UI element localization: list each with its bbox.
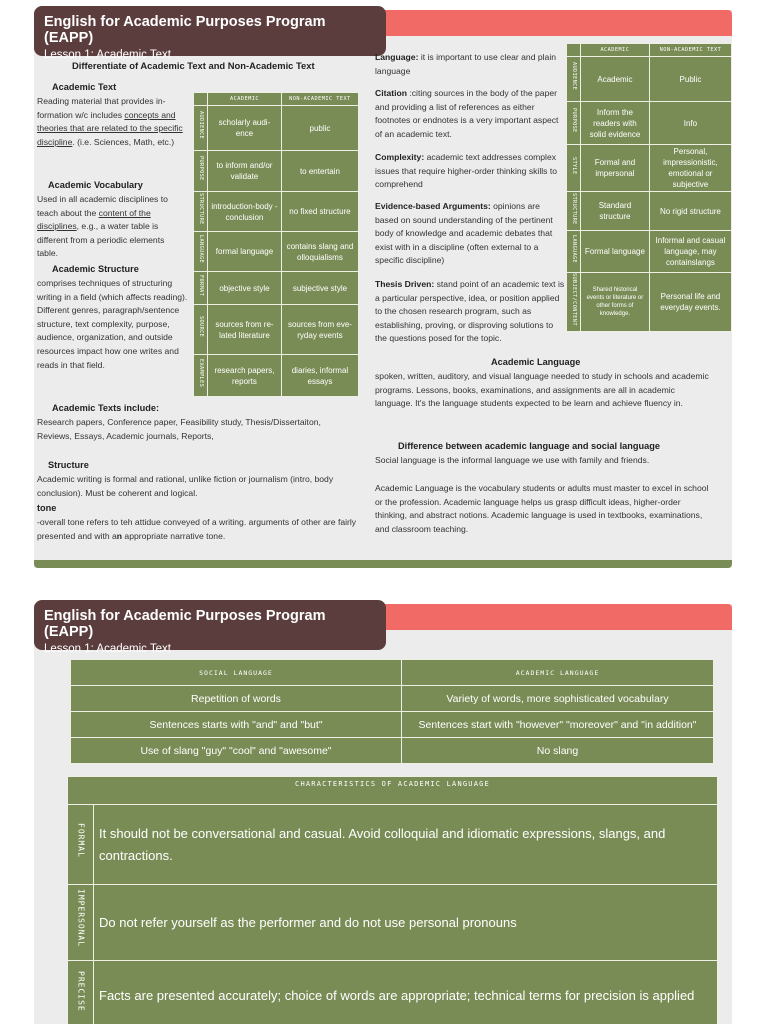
row-label-text: STYLE — [571, 156, 577, 175]
table-cell: research papers, reports — [208, 355, 282, 397]
table-cell: Standard structure — [581, 192, 650, 231]
difference-body-academic: Academic Language is the vocabulary students or adults must master to excel in school or the profession. Academic language helps us grasp difficult ideas, higher-order thinking, and abstract notions. Academic language is used in textbooks, examinations, and classroom teaching. — [375, 483, 709, 534]
table-header-non-academic: NON-ACADEMIC TEXT — [281, 93, 358, 106]
row-label — [194, 151, 208, 192]
table-cell: Formal and impersonal — [581, 145, 650, 192]
row-label-text: PURPOSE — [571, 108, 577, 133]
tone-title: tone — [37, 503, 57, 513]
row-label-text: FORMAT — [198, 274, 204, 297]
tone-body-bold: n — [116, 530, 123, 541]
row-label — [194, 305, 208, 355]
table-cell: public — [281, 106, 358, 151]
academic-text-body-2: . (i.e. Sciences, Math, etc.) — [72, 136, 175, 147]
academic-vocabulary-link: content of the disciplines — [37, 207, 151, 232]
row-label — [194, 355, 208, 397]
row-label-text: AUDIENCE — [198, 111, 204, 140]
page-1-heading: Differentiate of Academic Text and Non-Academic Text — [72, 60, 315, 71]
page-1-bottom-bar — [34, 560, 732, 568]
table-cell: scholarly audi-ence — [208, 106, 282, 151]
table-cell: subjective style — [281, 272, 358, 305]
row-label — [567, 231, 581, 273]
row-label — [567, 102, 581, 145]
table-cell: It should not be conversational and casual. Avoid colloquial and idiomatic expressions, slangs, and contractions. — [94, 805, 718, 885]
table-cell: sources from eve-ryday events — [281, 305, 358, 355]
lesson-title: Lesson 1: Academic Text — [44, 643, 171, 655]
structure-body: Academic writing is formal and rational, unlike fiction or journalism (intro, body conclusion). Must be coherent and logical. — [37, 474, 334, 498]
table-cell: Shared historical events or literature or other forms of knowledge. — [581, 273, 650, 332]
academic-language-body: spoken, written, auditory, and visual language needed to study in schools and academic programs. Lessons, books, examinations, and assignments are all in academic language. It's the language students expected to be learn and achieve fluency in. — [375, 371, 709, 409]
row-label — [194, 232, 208, 272]
difference-body-social: Social language is the informal language we use with family and friends. — [375, 455, 650, 465]
table-header-row — [71, 660, 714, 686]
page-1-header — [34, 6, 386, 61]
table-header-social: SOCIAL LANGUAGE — [71, 660, 402, 686]
tone-body — [37, 516, 359, 543]
row-label-text: PRECISE — [76, 970, 86, 1012]
academic-vocabulary-body-1: Used in all academic disciplines to teach about the — [37, 194, 168, 218]
table-header-academic: ACADEMIC LANGUAGE — [402, 660, 714, 686]
table-cell: Facts are presented accurately; choice of words are appropriate; technical terms for precision is applied — [94, 961, 718, 1024]
table-header-row — [68, 777, 718, 805]
table-row — [194, 355, 359, 397]
row-label-text: FORMAL — [76, 822, 86, 858]
complexity-body: academic text addresses complex issues that require higher-order thinking skills to comprehend — [375, 152, 557, 190]
table-cell: sources from re-lated literature — [208, 305, 282, 355]
row-label — [68, 885, 94, 961]
table-cell: contains slang and olloquialisms — [281, 232, 358, 272]
table-corner — [194, 93, 208, 106]
academic-vocabulary-body — [37, 193, 186, 261]
citation-label: Citation — [375, 88, 407, 98]
row-label-text: EXAMPLES — [198, 358, 204, 388]
table-cell: Formal language — [581, 231, 650, 273]
table-row — [567, 145, 732, 192]
program-title: English for Academic Purposes Program (EAPP) — [44, 14, 326, 46]
citation-point — [375, 87, 563, 141]
table-cell: introduction-body -conclusion — [208, 192, 282, 232]
table-header-non-academic: NON-ACADEMIC TEXT — [649, 44, 731, 57]
table-header-academic: ACADEMIC — [581, 44, 650, 57]
table-header-row — [567, 44, 732, 57]
citation-body: :citing sources in the body of the paper and providing a list of references as either footnotes or endnotes is a very important aspect of an academic text. — [375, 88, 559, 139]
table-cell: to entertain — [281, 151, 358, 192]
table-cell: Personal life and everyday events. — [649, 273, 731, 332]
table-cell: Inform the readers with solid evidence — [581, 102, 650, 145]
academic-text-body-1: Reading material that provides in-formation w/c includes — [37, 96, 166, 120]
table-cell: Public — [649, 57, 731, 102]
row-label — [567, 273, 581, 332]
table-row — [68, 885, 718, 961]
row-label-text: STRUCTURE — [571, 192, 577, 225]
academic-text-link: concepts and theories that are related to the specific discipline — [37, 109, 183, 147]
academic-vs-non-academic-table — [193, 92, 359, 397]
table-cell: Sentences starts with "and" and "but" — [71, 712, 402, 738]
table-cell: Info — [649, 102, 731, 145]
table-cell: No rigid structure — [649, 192, 731, 231]
academic-language-title: Academic Language — [491, 357, 581, 367]
table-header-academic: ACADEMIC — [208, 93, 282, 106]
characteristics-table — [67, 776, 718, 1024]
table-corner — [567, 44, 581, 57]
lesson-title: Lesson 1: Academic Text — [44, 49, 171, 61]
program-title: English for Academic Purposes Program (EAPP) — [44, 608, 326, 640]
tone-body-2: appropriate narrative tone. — [122, 530, 226, 541]
table-row — [567, 57, 732, 102]
row-label-text: SUBJECT/CONTENT — [571, 273, 577, 326]
table-row — [567, 231, 732, 273]
row-label-text: IMPERSONAL — [76, 888, 86, 948]
row-label — [194, 272, 208, 305]
language-point — [375, 51, 563, 78]
academic-vs-public-table — [566, 43, 732, 332]
row-label — [68, 961, 94, 1024]
social-vs-academic-language-table — [70, 659, 714, 764]
table-cell: Sentences start with "however" "moreover" and "in addition" — [402, 712, 714, 738]
tone-body-1: -overall tone refers to teh attidue conveyed of a writing. arguments of other are fairly presented and with a — [37, 517, 357, 541]
characteristics-title: CHARACTERISTICS OF ACADEMIC LANGUAGE — [68, 777, 718, 805]
table-row — [194, 272, 359, 305]
row-label — [567, 57, 581, 102]
academic-vocabulary-title: Academic Vocabulary — [48, 180, 143, 190]
table-cell: No slang — [402, 738, 714, 764]
complexity-point — [375, 151, 563, 192]
table-cell: to inform and/or validate — [208, 151, 282, 192]
table-row — [567, 102, 732, 145]
table-row — [71, 738, 714, 764]
evidence-body: opinions are based on sound understanding of the pertinent body of knowledge and academic debates that exist with in a discipline (often external to a specific discipline) — [375, 201, 553, 266]
evidence-point — [375, 200, 563, 268]
table-cell: Do not refer yourself as the performer and do not use personal pronouns — [94, 885, 718, 961]
table-row — [68, 805, 718, 885]
table-row — [194, 232, 359, 272]
structure-title: Structure — [48, 460, 89, 470]
table-cell: formal language — [208, 232, 282, 272]
academic-text-body — [37, 95, 186, 149]
texts-include-body: Research papers, Conference paper, Feasibility study, Thesis/Dissertaiton, Reviews, Essays, Academic journals, Reports, — [37, 417, 321, 441]
row-label-text: SOURCE — [198, 316, 204, 338]
table-row — [194, 151, 359, 192]
table-cell: Personal, impressionistic, emotional or subjective — [649, 145, 731, 192]
thesis-point — [375, 278, 567, 346]
table-cell: objective style — [208, 272, 282, 305]
academic-text-title: Academic Text — [52, 82, 117, 92]
table-row — [194, 192, 359, 232]
row-label — [68, 805, 94, 885]
table-row — [71, 686, 714, 712]
row-label — [567, 145, 581, 192]
academic-vocabulary-body-2: , e.g., a water table is different from a periodic elements table. — [37, 221, 165, 259]
table-cell: Variety of words, more sophisticated vocabulary — [402, 686, 714, 712]
table-cell: Use of slang "guy" "cool" and "awesome" — [71, 738, 402, 764]
table-row — [194, 106, 359, 151]
table-row — [71, 712, 714, 738]
table-row — [194, 305, 359, 355]
thesis-body: stand point of an academic text is a particular perspective, idea, or position applied to the chosen research program, such as establishing, proving, or disproving solutions to the questions posed for the topic. — [375, 279, 565, 344]
row-label-text: LANGUAGE — [198, 234, 204, 264]
row-label — [194, 106, 208, 151]
table-cell: diaries, informal essays — [281, 355, 358, 397]
row-label-text: PURPOSE — [198, 156, 204, 181]
thesis-label: Thesis Driven: — [375, 279, 435, 289]
texts-include-title: Academic Texts include: — [52, 403, 160, 413]
complexity-label: Complexity: — [375, 152, 425, 162]
row-label-text: LANGUAGE — [571, 234, 577, 264]
table-row — [567, 192, 732, 231]
row-label-text: STRUCTURE — [198, 193, 204, 225]
language-body: it is important to use clear and plain language — [375, 52, 557, 76]
table-row — [567, 273, 732, 332]
table-cell: Academic — [581, 57, 650, 102]
table-row — [68, 961, 718, 1024]
table-cell: Informal and casual language, may containslangs — [649, 231, 731, 273]
row-label — [194, 192, 208, 232]
table-cell: no fixed structure — [281, 192, 358, 232]
row-label — [567, 192, 581, 231]
row-label-text: AUDIENCE — [571, 62, 577, 91]
academic-structure-title: Academic Structure — [52, 264, 139, 274]
academic-structure-body: comprises techniques of structuring writing in a field (which affects reading). Different genres, paragraph/sentence structure, text complexity, purpose, audience, organization, and outside resources impact how one writes and reads in that field. — [37, 278, 188, 370]
table-header-row — [194, 93, 359, 106]
page-2-header — [34, 600, 386, 655]
evidence-label: Evidence-based Arguments: — [375, 201, 491, 211]
language-label: Language: — [375, 52, 419, 62]
difference-title: Difference between academic language and social language — [398, 441, 660, 451]
table-cell: Repetition of words — [71, 686, 402, 712]
